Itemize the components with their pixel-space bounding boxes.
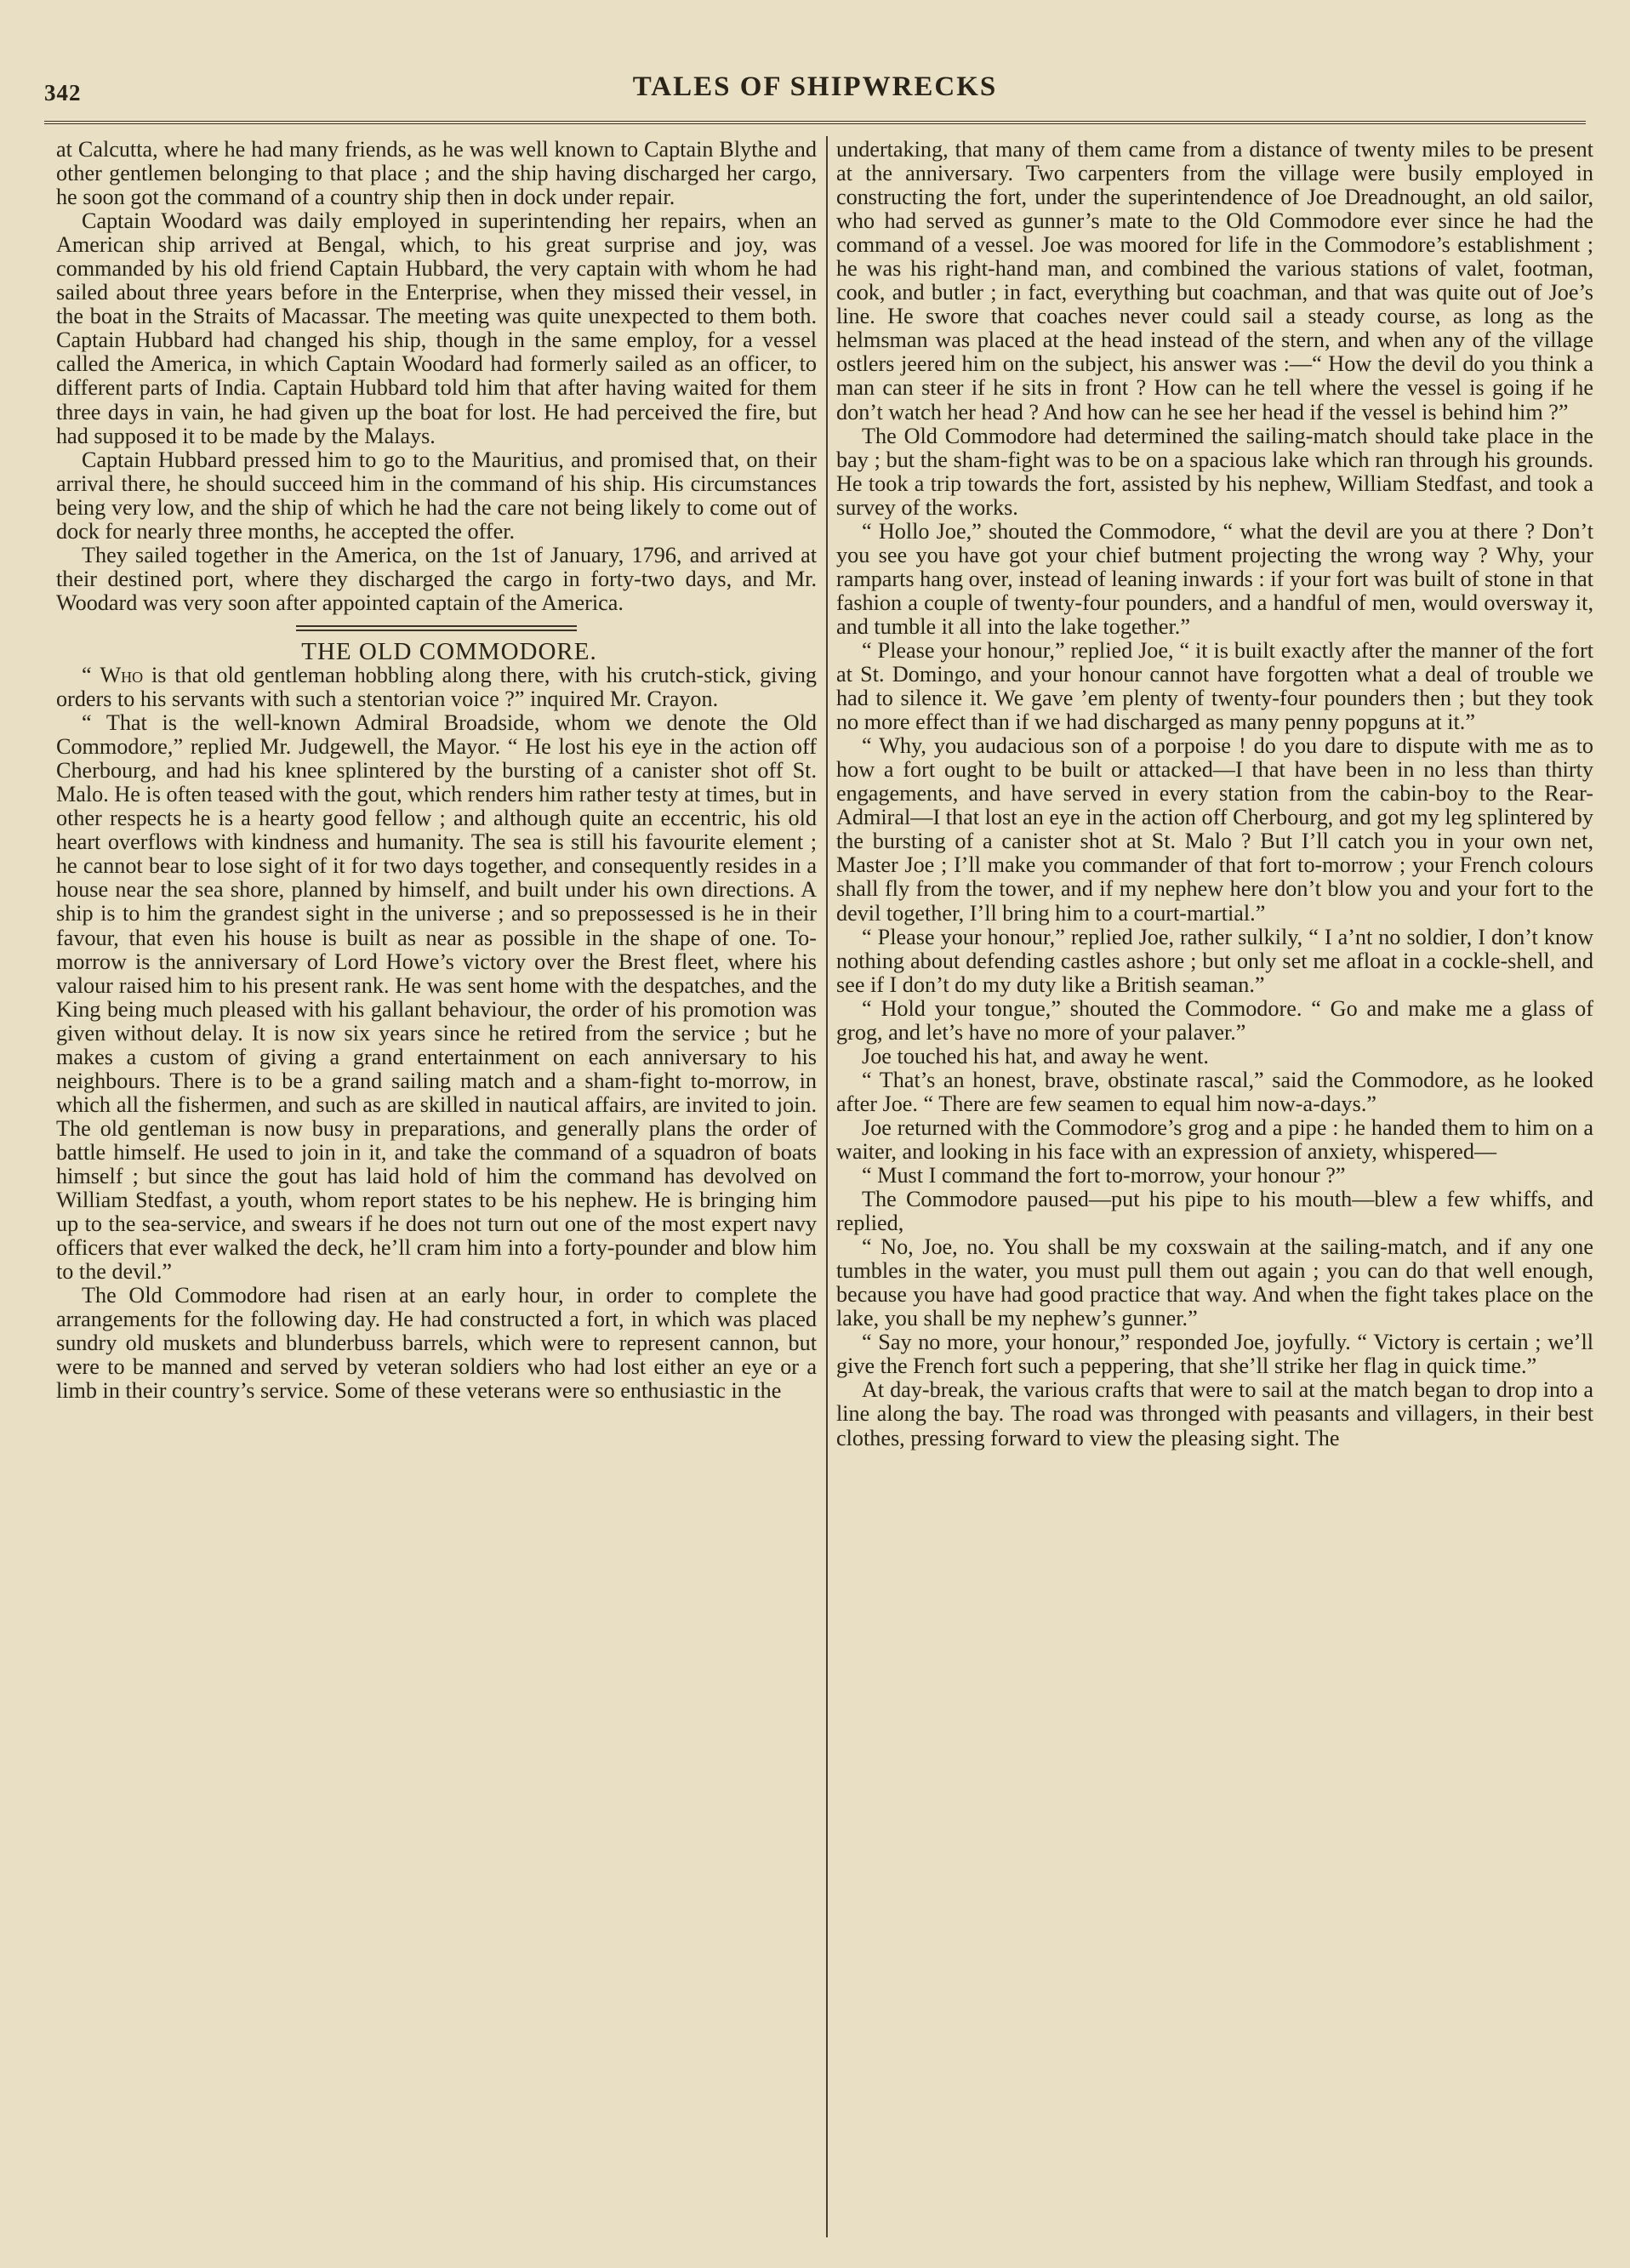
paragraph: “ Please your honour,” replied Joe, rather sulkily, “ I a’nt no soldier, I don’t know nothing about defending castles ashore ; but only set me afloat in a cockle-shell, and see if I don’t do my duty like a British seaman.” — [836, 924, 1593, 997]
paragraph: Captain Woodard was daily employed in superintending her repairs, when an American ship arrived at Bengal, which, to his great surprise and joy, was commanded by his old friend Captain Hubbard, the very captain with whom he had sailed about three years before in the Enterprise, when they missed their vessel, in the boat in the Straits of Macassar. The meeting was quite unexpected to them both. Captain Hubbard had changed his ship, though in the same employ, for a vessel called the America, in which Captain Woodard had formerly sailed as an officer, to different parts of India. Captain Hubbard told him that after having waited for them three days in vain, he had given up the boat for lost. He had perceived the fire, but had supposed it to be made by the Malays. — [56, 208, 817, 448]
paragraph: “ That’s an honest, brave, obstinate rascal,” said the Commodore, as he looked after Joe. “ There are few seamen to equal him now-a-days.” — [836, 1067, 1593, 1116]
page-number: 342 — [44, 80, 82, 105]
running-title: TALES OF SHIPWRECKS — [632, 71, 998, 102]
paragraph: “ No, Joe, no. You shall be my coxswain at the sailing-match, and if any one tumbles in the water, you must pull them out again ; you can do that well enough, because you have had good practice that way. And when the fight takes place on the lake, you shall be my nephew’s gunner.” — [836, 1234, 1593, 1331]
right-column — [836, 138, 1593, 2243]
page-header — [44, 68, 1586, 119]
paragraph: Joe returned with the Commodore’s grog and a pipe : he handed them to him on a waiter, and looking in his face with an expression of anxiety, whispered— — [836, 1114, 1593, 1164]
paragraph: The Commodore paused—put his pipe to his mouth—blew a few whiffs, and replied, — [836, 1187, 1593, 1236]
section-title: THE OLD COMMODORE. — [301, 637, 597, 665]
paragraph: Captain Hubbard pressed him to go to the Mauritius, and promised that, on their arrival there, he should succeed him in the command of his ship. His circumstances being very low, and the ship of which he had the care not being likely to come out of dock for nearly three months, he accepted the offer. — [56, 447, 817, 544]
paragraph: at Calcutta, where he had many friends, as he was well known to Captain Blythe and other gentlemen belonging to that place ; and the ship having discharged her cargo, he soon got the command of a country ship then in dock under repair. — [56, 138, 817, 210]
paragraph: At day-break, the various crafts that were to sail at the match began to drop into a line along the bay. The road was thronged with peasants and villagers, in their best clothes, pressing forward to view the pleasing sight. The — [836, 1377, 1593, 1450]
paragraph: “ Hollo Joe,” shouted the Commodore, “ what the devil are you at there ? Don’t you see you have got your chief butment projecting the wrong way ? Why, your ramparts hang over, instead of leaning inwards : if your fort was built of stone in that fashion a couple of twenty-four pounders, and a handful of men, would oversway it, and tumble it all into the lake together.” — [836, 518, 1593, 639]
paragraph: “ Who is that old gentleman hobbling along there, with his crutch-stick, giving orders to his servants with such a stentorian voice ?” inquired Mr. Crayon. — [56, 662, 817, 712]
header-rule — [44, 121, 1586, 124]
paragraph: “ Hold your tongue,” shouted the Commodore. “ Go and make me a glass of grog, and let’s have no more of your palaver.” — [836, 995, 1593, 1045]
section-opening-word: Who — [100, 662, 144, 687]
paragraph: “ Please your honour,” replied Joe, “ it is built exactly after the manner of the fort at St. Domingo, and your honour cannot have forgotten what a deal of trouble we had to silence it. We gave ’em plenty of twenty-four pounders then ; but they took no more effect than if we had discharged as many penny popguns at it.” — [836, 637, 1593, 735]
paragraph: “ Why, you audacious son of a porpoise ! do you dare to dispute with me as to how a fort ought to be built or attacked—I that have been in no less than thirty engagements, and have served in every station from the cabin-boy to the Rear-Admiral—I that lost an eye in the action off Cherbourg, and got my leg splintered by the bursting of a canister shot at St. Malo ? But I’ll catch you in your own net, Master Joe ; I’ll make you commander of that fort to-morrow ; your French colours shall fly from the tower, and if my nephew here don’t blow you and your fort to the devil together, I’ll bring him to a court-martial.” — [836, 733, 1593, 926]
paragraph: “ Must I command the fort to-morrow, your honour ?” — [862, 1163, 1346, 1188]
paragraph: undertaking, that many of them came from a distance of twenty miles to be present at the anniversary. Two carpenters from the village were busily employed in constructing the fort, under the superintendence of Joe Dreadnought, an old sailor, who had served as gunner’s mate to the Old Commodore ever since he had the command of a vessel. Joe was moored for life in the Commodore’s establishment ; he was his right-hand man, and combined the various stations of valet, footman, cook, and butler ; in fact, everything but coachman, and that was quite out of Joe’s line. He swore that coaches never could sail a steady course, as long as the helmsman was placed at the head instead of the stern, and when any of the village ostlers jeered him on the subject, his answer was :—“ How the devil do you think a man can steer if he sits in front ? How can he tell where the vessel is going if he don’t watch her head ? And how can he see her head if the vessel is behind him ?” — [836, 138, 1593, 425]
column-rule — [826, 136, 828, 2237]
section-opening-text: is that old gentleman hobbling along there, with his crutch-stick, giving orders to his servants with such a stentorian voice ?” inquired Mr. Crayon. — [56, 662, 817, 712]
left-column — [56, 138, 817, 2243]
paragraph: “ Say no more, your honour,” responded Joe, joyfully. “ Victory is certain ; we’ll give the French fort such a peppering, that she’ll strike her flag in quick time.” — [836, 1330, 1593, 1379]
paragraph: They sailed together in the America, on the 1st of January, 1796, and arrived at their destined port, where they discharged the cargo in forty-two days, and Mr. Woodard was very soon after appointed captain of the America. — [56, 542, 817, 615]
paragraph: “ That is the well-known Admiral Broadside, whom we denote the Old Commodore,” replied Mr. Judgewell, the Mayor. “ He lost his eye in the action off Cherbourg, and had his knee splintered by the bursting of a canister shot off St. Malo. He is often teased with the gout, which renders him rather testy at times, but in other respects he is a hearty good fellow ; and although quite an eccentric, his old heart overflows with kindness and humanity. The sea is still his favourite element ; he cannot bear to lose sight of it for two days together, and consequently resides in a house near the sea shore, planned by himself, and built under his own directions. A ship is to him the grandest sight in the universe ; and so prepossessed is he in their favour, that even his house is built as near as possible in the shape of one. To-morrow is the anniversary of Lord Howe’s victory over the Brest fleet, where his valour raised him to his present rank. He was sent home with the despatches, and the King being much pleased with his gallant behaviour, the order of his promotion was given without delay. It is now six years since he retired from the service ; but he makes a custom of giving a grand entertainment on each anniversary to his neighbours. There is to be a grand sailing match and a sham-fight to-morrow, in which all the fishermen, and such as are skilled in nautical affairs, are invited to join. The old gentleman is now busy in preparations, and generally plans the order of battle himself. He used to join in it, and take the command of a squadron of boats himself ; but since the gout has laid hold of him the command has devolved on William Stedfast, a youth, whom report states to be his nephew. He is bringing him up to the sea-service, and swears if he does not turn out one of the most expert navy officers that ever walked the deck, he’ll cram him into a forty-pounder and blow him to the devil.” — [56, 710, 817, 1285]
section-divider — [296, 625, 577, 631]
paragraph: Joe touched his hat, and away he went. — [862, 1043, 1209, 1068]
paragraph: The Old Commodore had risen at an early hour, in order to complete the arrangements for the following day. He had constructed a fort, in which was placed sundry old muskets and blunderbuss barrels, which were to represent cannon, but were to be manned and served by veteran soldiers who had lost either an eye or a limb in their country’s service. Some of these veterans were so enthusiastic in the — [56, 1283, 817, 1404]
paragraph: The Old Commodore had determined the sailing-match should take place in the bay ; but the sham-fight was to be on a spacious lake which ran through his grounds. He took a trip towards the fort, assisted by his nephew, William Stedfast, and took a survey of the works. — [836, 423, 1593, 520]
